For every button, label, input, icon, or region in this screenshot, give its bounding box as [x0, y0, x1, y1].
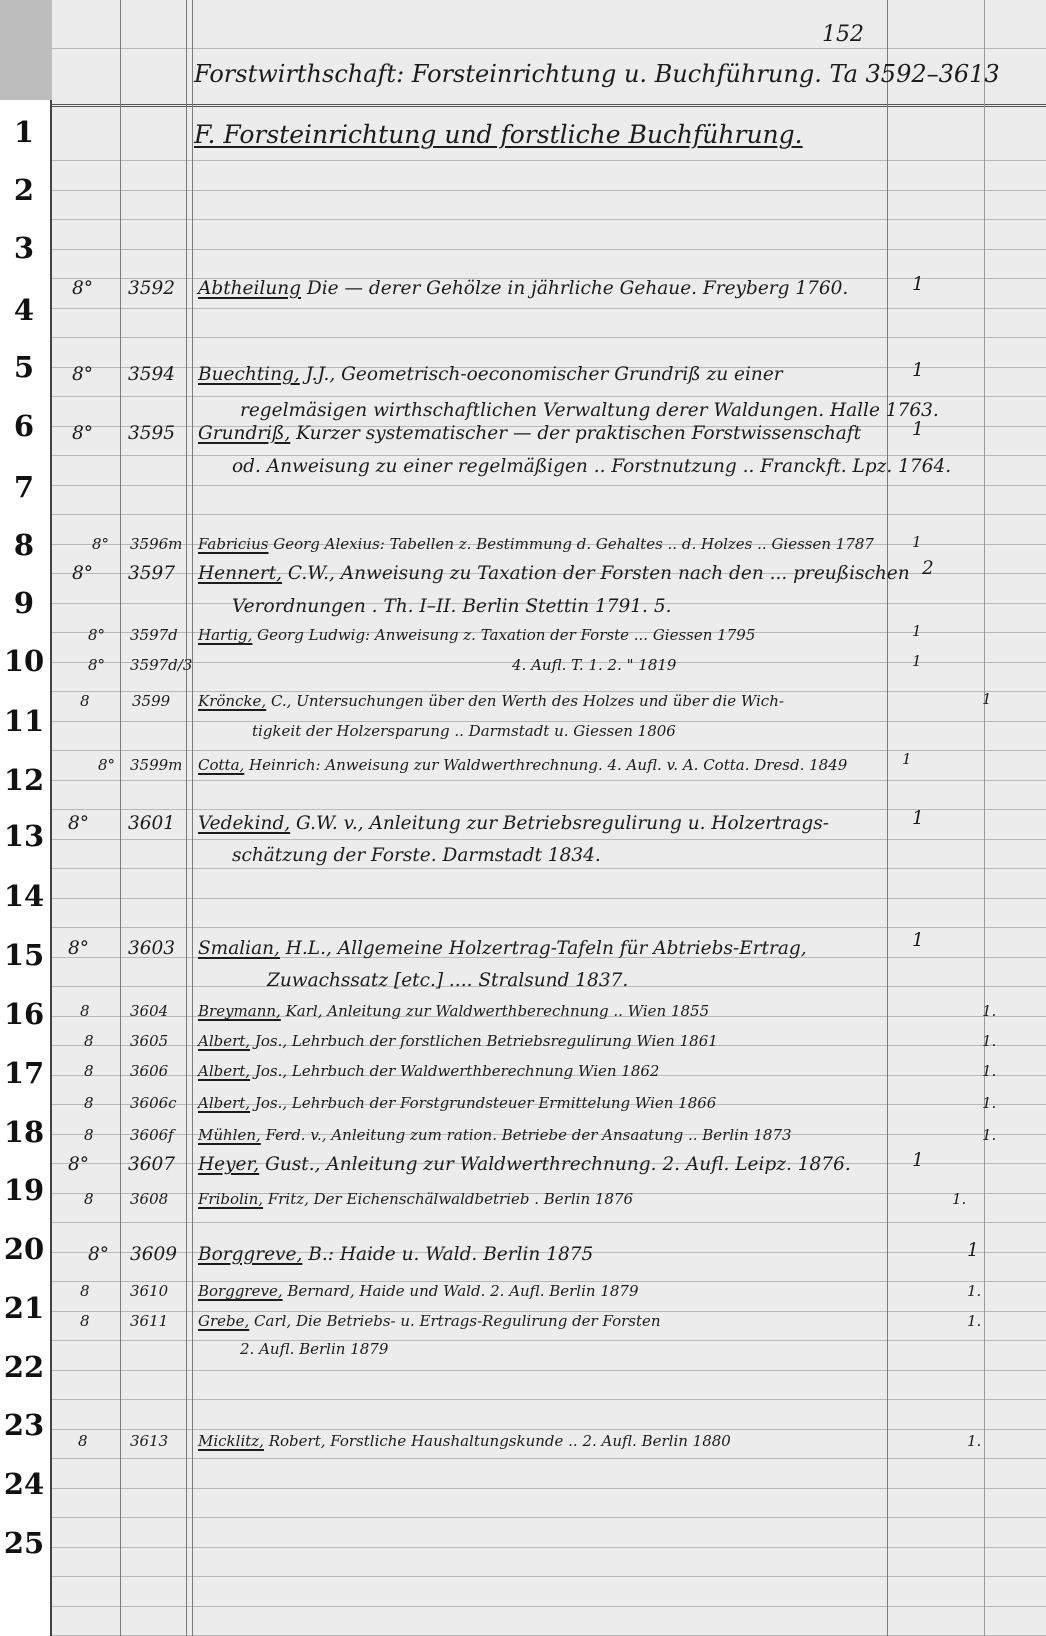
copies-cell: 1	[982, 690, 992, 708]
entry-heading: Vedekind,	[198, 813, 291, 834]
entry-text	[198, 535, 874, 553]
entry-detail: Gust., Anleitung zur Waldwerthrechnung. 2. Aufl. Leipz. 1876.	[259, 1154, 851, 1175]
shelfmark-cell: 3599	[132, 692, 171, 710]
copies-cell: 1	[902, 750, 912, 768]
copies-cell: 1	[967, 1240, 979, 1261]
ruled-line	[52, 750, 1046, 751]
entry-heading: Albert,	[198, 1094, 251, 1112]
format-cell: 8	[80, 1282, 90, 1300]
entry-continuation: Verordnungen . Th. I–II. Berlin Stettin 1791. 5.	[232, 596, 672, 617]
entry-continuation: 2. Aufl. Berlin 1879	[240, 1340, 389, 1358]
line-number: 3	[13, 231, 35, 265]
ruled-line	[52, 1340, 1046, 1341]
entry-heading: Heyer,	[198, 1154, 260, 1175]
line-number: 8	[13, 528, 35, 562]
ruled-line	[52, 514, 1046, 515]
format-cell: 8°	[72, 423, 94, 444]
ledger-sheet	[52, 0, 1046, 1636]
format-cell: 8°	[68, 938, 90, 959]
copies-cell: 1	[912, 652, 922, 670]
entry-text	[198, 813, 829, 834]
format-cell: 8°	[98, 756, 116, 774]
entry-detail: J.J., Geometrisch-oeconomischer Grundriß zu einer	[299, 364, 783, 385]
format-cell: 8°	[88, 656, 106, 674]
line-number: 12	[3, 763, 45, 797]
entry-heading: Hennert,	[198, 563, 283, 584]
copies-cell: 1	[912, 274, 924, 295]
ruled-line	[52, 249, 1046, 250]
shelfmark-cell: 3605	[130, 1032, 169, 1050]
line-number: 6	[13, 409, 35, 443]
shelfmark-cell: 3592	[128, 278, 176, 299]
entry-detail: Georg Ludwig: Anweisung z. Taxation der Forste ... Giessen 1795	[252, 626, 756, 644]
entry-text	[198, 1432, 731, 1450]
entry-text	[198, 1126, 792, 1144]
entry-heading: Hartig,	[198, 626, 253, 644]
entry-heading: Borggreve,	[198, 1282, 283, 1300]
format-cell: 8	[84, 1062, 94, 1080]
entry-text	[198, 1244, 593, 1265]
column-divider	[186, 0, 187, 1636]
format-cell: 8°	[68, 1154, 90, 1175]
entry-heading: Buechting,	[198, 364, 300, 385]
ruled-line	[52, 1458, 1046, 1459]
entry-heading: Grundriß,	[198, 423, 291, 444]
entry-heading: Kröncke,	[198, 692, 267, 710]
shelfmark-cell: 3601	[128, 813, 176, 834]
format-cell: 8	[84, 1032, 94, 1050]
shelfmark-cell: 3608	[130, 1190, 169, 1208]
ruled-line	[52, 106, 1046, 107]
ruled-line	[52, 219, 1046, 220]
line-number: 5	[13, 350, 35, 384]
line-number: 25	[3, 1526, 45, 1560]
line-number: 11	[3, 704, 45, 738]
ruled-line	[52, 898, 1046, 899]
copies-cell: 1.	[967, 1312, 982, 1330]
entry-heading: Abtheilung	[198, 278, 302, 299]
scan-margin	[0, 0, 58, 100]
shelfmark-cell: 3613	[130, 1432, 169, 1450]
shelfmark-cell: 3597d/3	[130, 656, 193, 674]
entry-continuation: regelmäsigen wirthschaftlichen Verwaltung derer Waldungen. Halle 1763.	[240, 400, 939, 421]
entry-detail: Georg Alexius: Tabellen z. Bestimmung d. Gehaltes .. d. Holzes .. Giessen 1787	[268, 535, 874, 553]
copies-cell: 1.	[967, 1282, 982, 1300]
entry-heading: Micklitz,	[198, 1432, 264, 1450]
entry-continuation: Zuwachssatz [etc.] .... Stralsund 1837.	[267, 970, 629, 991]
format-cell: 8	[84, 1094, 94, 1112]
ruled-line	[52, 1547, 1046, 1548]
format-cell: 8°	[92, 535, 110, 553]
entry-detail: C., Untersuchungen über den Werth des Holzes und über die Wich-	[266, 692, 784, 710]
entry-detail: Jos., Lehrbuch der Waldwerthberechnung Wien 1862	[250, 1062, 660, 1080]
entry-detail: Kurzer systematischer — der praktischen Forstwissenschaft	[290, 423, 862, 444]
entry-heading: Smalian,	[198, 938, 280, 959]
entry-text	[198, 626, 755, 644]
entry-heading: Mühlen,	[198, 1126, 261, 1144]
line-number: 9	[13, 586, 35, 620]
copies-cell: 1	[912, 360, 924, 381]
ruled-line	[52, 104, 1046, 105]
page-number: 152	[822, 22, 864, 47]
line-number: 19	[3, 1173, 45, 1207]
column-divider	[192, 0, 193, 1636]
copies-cell: 1	[912, 419, 924, 440]
shelfmark-cell: 3595	[128, 423, 176, 444]
ruled-line	[52, 190, 1046, 191]
ruled-line	[52, 780, 1046, 781]
copies-cell: 1	[912, 622, 922, 640]
copies-cell: 1.	[982, 1062, 997, 1080]
entry-text	[198, 278, 848, 299]
copies-cell: 2	[922, 558, 934, 579]
page-heading: Forstwirthschaft: Forsteinrichtung u. Buchführung. Ta 3592–3613	[194, 60, 1000, 88]
ruled-line	[52, 48, 1046, 49]
column-divider	[120, 0, 121, 1636]
ruled-line	[52, 1606, 1046, 1607]
format-cell: 8	[80, 692, 90, 710]
line-number: 24	[3, 1467, 45, 1501]
format-cell: 8°	[72, 563, 94, 584]
copies-cell: 1	[912, 808, 924, 829]
line-number: 15	[3, 938, 45, 972]
ruled-line	[52, 839, 1046, 840]
ruled-line	[52, 1370, 1046, 1371]
entry-detail: Die — derer Gehölze in jährliche Gehaue. Freyberg 1760.	[301, 278, 849, 299]
shelfmark-cell: 3599m	[130, 756, 183, 774]
copies-cell: 1.	[982, 1126, 997, 1144]
entry-detail: Robert, Forstliche Haushaltungskunde .. 2. Aufl. Berlin 1880	[263, 1432, 731, 1450]
entry-text	[198, 1154, 851, 1175]
section-title: F. Forsteinrichtung und forstliche Buchführung.	[194, 120, 803, 149]
copies-cell: 1	[912, 1150, 924, 1171]
line-number-gutter	[0, 100, 52, 1636]
line-number: 21	[3, 1291, 45, 1325]
line-number: 13	[3, 819, 45, 853]
shelfmark-cell: 3606f	[130, 1126, 174, 1144]
entry-detail: G.W. v., Anleitung zur Betriebsregulirung u. Holzertrags-	[290, 813, 830, 834]
shelfmark-cell: 3606c	[130, 1094, 177, 1112]
column-divider	[887, 0, 888, 1636]
entry-heading: Breymann,	[198, 1002, 281, 1020]
entry-text	[198, 938, 807, 959]
format-cell: 8	[84, 1190, 94, 1208]
shelfmark-cell: 3596m	[130, 535, 183, 553]
entry-detail: B.: Haide u. Wald. Berlin 1875	[302, 1244, 594, 1265]
entry-detail: C.W., Anweisung zu Taxation der Forsten nach den ... preußischen	[282, 563, 910, 584]
entry-heading: Albert,	[198, 1062, 251, 1080]
line-number: 14	[3, 879, 45, 913]
entry-detail: Ferd. v., Anleitung zum ration. Betriebe der Ansaatung .. Berlin 1873	[260, 1126, 792, 1144]
entry-detail: Fritz, Der Eichenschälwaldbetrieb . Berlin 1876	[263, 1190, 634, 1208]
entry-continuation: od. Anweisung zu einer regelmäßigen .. Forstnutzung .. Franckft. Lpz. 1764.	[232, 456, 952, 477]
entry-heading: Fribolin,	[198, 1190, 264, 1208]
line-number: 16	[3, 997, 45, 1031]
ruled-line	[52, 485, 1046, 486]
shelfmark-cell: 3607	[128, 1154, 176, 1175]
entry-text	[198, 563, 910, 584]
format-cell: 8	[80, 1002, 90, 1020]
line-number: 23	[3, 1408, 45, 1442]
ruled-line	[52, 160, 1046, 161]
line-number: 17	[3, 1056, 45, 1090]
copies-cell: 1.	[982, 1032, 997, 1050]
copies-cell: 1	[912, 930, 924, 951]
format-cell: 8°	[88, 1244, 110, 1265]
entry-detail: Carl, Die Betriebs- u. Ertrags-Regulirung der Forsten	[249, 1312, 661, 1330]
line-number: 18	[3, 1115, 45, 1149]
format-cell: 8°	[72, 278, 94, 299]
ruled-line	[52, 1517, 1046, 1518]
format-cell: 8	[78, 1432, 88, 1450]
ruled-line	[52, 396, 1046, 397]
format-cell: 8°	[88, 626, 106, 644]
entry-heading: Albert,	[198, 1032, 251, 1050]
line-number: 22	[3, 1350, 45, 1384]
ruled-line	[52, 1222, 1046, 1223]
ruled-line	[52, 868, 1046, 869]
entry-text	[198, 1032, 718, 1050]
shelfmark-cell: 3597d	[130, 626, 178, 644]
shelfmark-cell: 3594	[128, 364, 176, 385]
copies-cell: 1.	[967, 1432, 982, 1450]
line-number: 10	[3, 644, 45, 678]
entry-text	[198, 756, 847, 774]
copies-cell: 1.	[952, 1190, 967, 1208]
copies-cell: 1.	[982, 1002, 997, 1020]
entry-text	[198, 364, 783, 385]
entry-detail: Heinrich: Anweisung zur Waldwerthrechnung. 4. Aufl. v. A. Cotta. Dresd. 1849	[244, 756, 848, 774]
entry-text	[198, 1002, 709, 1020]
entry-detail: Bernard, Haide und Wald. 2. Aufl. Berlin 1879	[282, 1282, 639, 1300]
entry-detail: Karl, Anleitung zur Waldwerthberechnung .. Wien 1855	[280, 1002, 710, 1020]
format-cell: 8	[84, 1126, 94, 1144]
shelfmark-cell: 3604	[130, 1002, 169, 1020]
ruled-line	[52, 1399, 1046, 1400]
copies-cell: 1.	[982, 1094, 997, 1112]
entry-text	[198, 1062, 659, 1080]
entry-continuation: tigkeit der Holzersparung .. Darmstadt u. Giessen 1806	[252, 722, 676, 740]
entry-detail: 4. Aufl. T. 1. 2. " 1819	[512, 656, 677, 674]
line-number: 2	[13, 173, 35, 207]
shelfmark-cell: 3611	[130, 1312, 169, 1330]
entry-heading: Borggreve,	[198, 1244, 303, 1265]
format-cell: 8°	[72, 364, 94, 385]
entry-heading: Fabricius	[198, 535, 269, 553]
entry-heading: Grebe,	[198, 1312, 250, 1330]
column-divider	[984, 0, 985, 1636]
ruled-line	[52, 1429, 1046, 1430]
ruled-line	[52, 927, 1046, 928]
entry-text	[198, 423, 861, 444]
ruled-line	[52, 337, 1046, 338]
entry-text	[198, 1312, 661, 1330]
copies-cell: 1	[912, 533, 922, 551]
entry-text	[198, 1190, 633, 1208]
ruled-line	[52, 1576, 1046, 1577]
ruled-line	[52, 809, 1046, 810]
format-cell: 8	[80, 1312, 90, 1330]
entry-text	[198, 1094, 716, 1112]
line-number: 1	[13, 115, 35, 149]
entry-continuation: schätzung der Forste. Darmstadt 1834.	[232, 845, 601, 866]
format-cell: 8°	[68, 813, 90, 834]
ruled-line	[52, 308, 1046, 309]
shelfmark-cell: 3603	[128, 938, 176, 959]
line-number: 4	[13, 293, 35, 327]
shelfmark-cell: 3609	[130, 1244, 178, 1265]
entry-text	[198, 1282, 639, 1300]
ruled-line	[52, 1488, 1046, 1489]
entry-heading: Cotta,	[198, 756, 245, 774]
line-number: 20	[3, 1232, 45, 1266]
entry-text	[198, 692, 784, 710]
entry-detail: Jos., Lehrbuch der forstlichen Betriebsregulirung Wien 1861	[250, 1032, 718, 1050]
entry-detail: Jos., Lehrbuch der Forstgrundsteuer Ermittelung Wien 1866	[250, 1094, 717, 1112]
shelfmark-cell: 3597	[128, 563, 176, 584]
line-number: 7	[13, 470, 35, 504]
shelfmark-cell: 3606	[130, 1062, 169, 1080]
entry-detail: H.L., Allgemeine Holzertrag-Tafeln für Abtriebs-Ertrag,	[279, 938, 807, 959]
shelfmark-cell: 3610	[130, 1282, 169, 1300]
